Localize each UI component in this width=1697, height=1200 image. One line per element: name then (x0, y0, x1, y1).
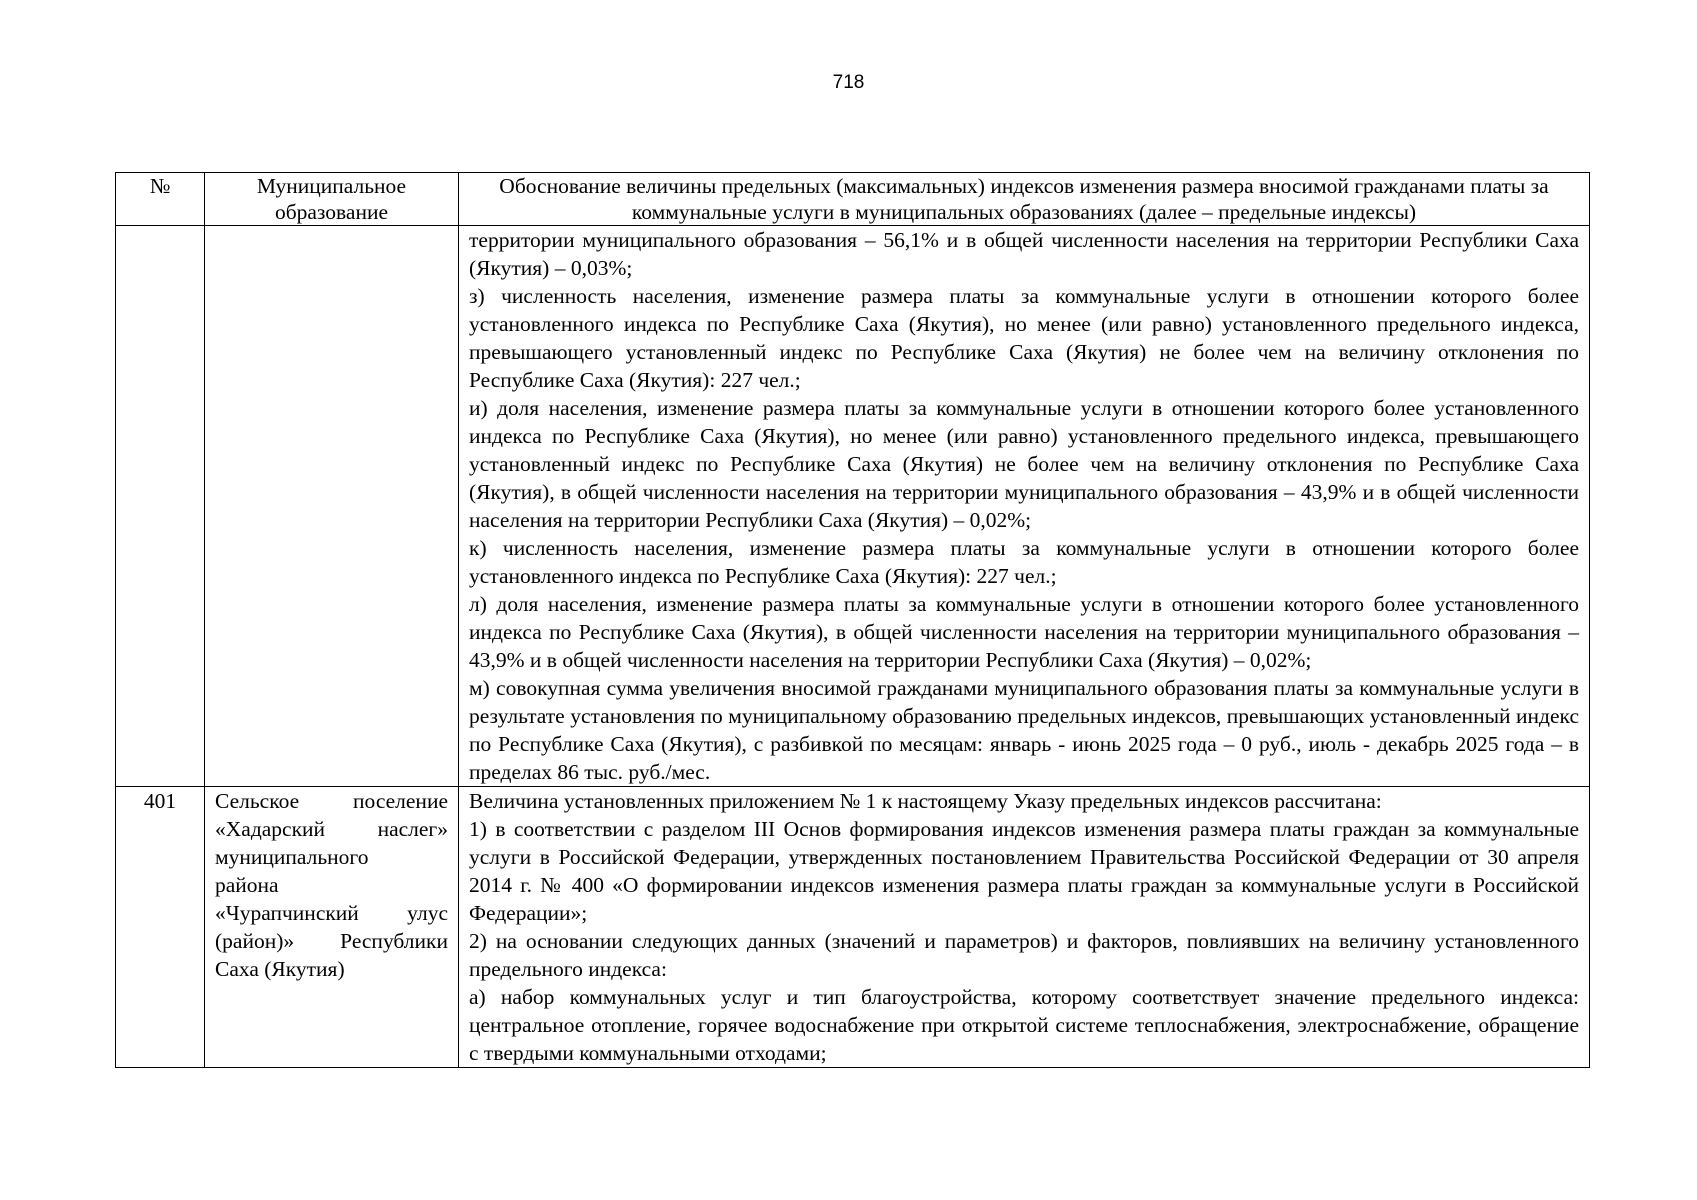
table-row (116, 787, 1590, 1068)
justification-paragraph: л) доля населения, изменение размера платы за коммунальные услуги в отношении которого более установленного индекса по Республике Саха (Якутия), в общей численности населения на территории муниципального образования – 43,9% и в общей численности населения на территории Республики Саха (Якутия) – 0,02%; (469, 592, 1579, 672)
justification-paragraph: территории муниципального образования – 56,1% и в общей численности населения на территории Республики Саха (Якутия) – 0,03%; (469, 228, 1579, 280)
table-row (116, 226, 1590, 787)
municipality-line: Саха (Якутия) (215, 957, 345, 981)
page-number: 718 (832, 72, 865, 93)
justification-paragraph: а) набор коммунальных услуг и тип благоустройства, которому соответствует значение предельного индекса: центральное отопление, горячее водоснабжение при открытой системе теплоснабжения, электроснабжение, обращение с твердыми коммунальными отходами; (469, 985, 1579, 1065)
justification-paragraph: 1) в соответствии с разделом III Основ формирования индексов изменения размера платы граждан за коммунальные услуги в Российской Федерации, утвержденных постановлением Правительства Российской Федерации от 30 апреля 2014 г. № 400 «О формировании индексов изменения размера платы граждан за коммунальные услуги в Российской Федерации»; (469, 817, 1579, 925)
municipality-line: (район)» Республики (215, 929, 448, 953)
justification-paragraph: и) доля населения, изменение размера платы за коммунальные услуги в отношении которого более установленного индекса по Республике Саха (Якутия), но менее (или равно) установленного предельного индекса, превышающего установленный индекс по Республике Саха (Якутия) не более чем на величину отклонения по Республике Саха (Якутия), в общей численности населения на территории муниципального образования – 43,9% и в общей численности населения на территории Республики Саха (Якутия) – 0,02%; (469, 396, 1579, 532)
header-number: № (116, 173, 205, 226)
municipality-line: «Чурапчинский улус (215, 901, 448, 925)
justification-paragraph: м) совокупная сумма увеличения вносимой гражданами муниципального образования платы за коммунальные услуги в результате установления по муниципальному образованию предельных индексов, превышающих установленный индекс по Республике Саха (Якутия), с разбивкой по месяцам: январь - июнь 2025 года – 0 руб., июль - декабрь 2025 года – в пределах 86 тыс. руб./мес. (469, 676, 1579, 784)
indices-table (115, 172, 1590, 1068)
header-municipality: Муниципальное образование (205, 173, 459, 226)
municipality-line: Сельское поселение (215, 789, 448, 813)
justification-paragraph: к) численность населения, изменение размера платы за коммунальные услуги в отношении которого более установленного индекса по Республике Саха (Якутия): 227 чел.; (469, 536, 1579, 588)
justification-paragraph: з) численность населения, изменение размера платы за коммунальные услуги в отношении которого более установленного индекса по Республике Саха (Якутия), но менее (или равно) установленного предельного индекса, превышающего установленный индекс по Республике Саха (Якутия) не более чем на величину отклонения по Республике Саха (Якутия): 227 чел.; (469, 284, 1579, 392)
justification-paragraph: Величина установленных приложением № 1 к настоящему Указу предельных индексов рассчитана: (469, 789, 1382, 813)
row-number (116, 226, 205, 787)
justification-paragraph: 2) на основании следующих данных (значений и параметров) и факторов, повлиявших на величину установленного предельного индекса: (469, 929, 1579, 981)
header-justification: Обоснование величины предельных (максимальных) индексов изменения размера вносимой гражданами платы за коммунальные услуги в муниципальных образованиях (далее – предельные индексы) (459, 173, 1590, 226)
municipality-line: «Хадарский наслег» (215, 817, 448, 841)
row-number: 401 (116, 787, 205, 1068)
municipality-line: района (215, 873, 279, 897)
row-justification (459, 787, 1590, 1068)
row-justification (459, 226, 1590, 787)
row-municipality (205, 787, 459, 1068)
row-municipality (205, 226, 459, 787)
municipality-line: муниципального (215, 845, 369, 869)
table-header-row (116, 173, 1590, 226)
